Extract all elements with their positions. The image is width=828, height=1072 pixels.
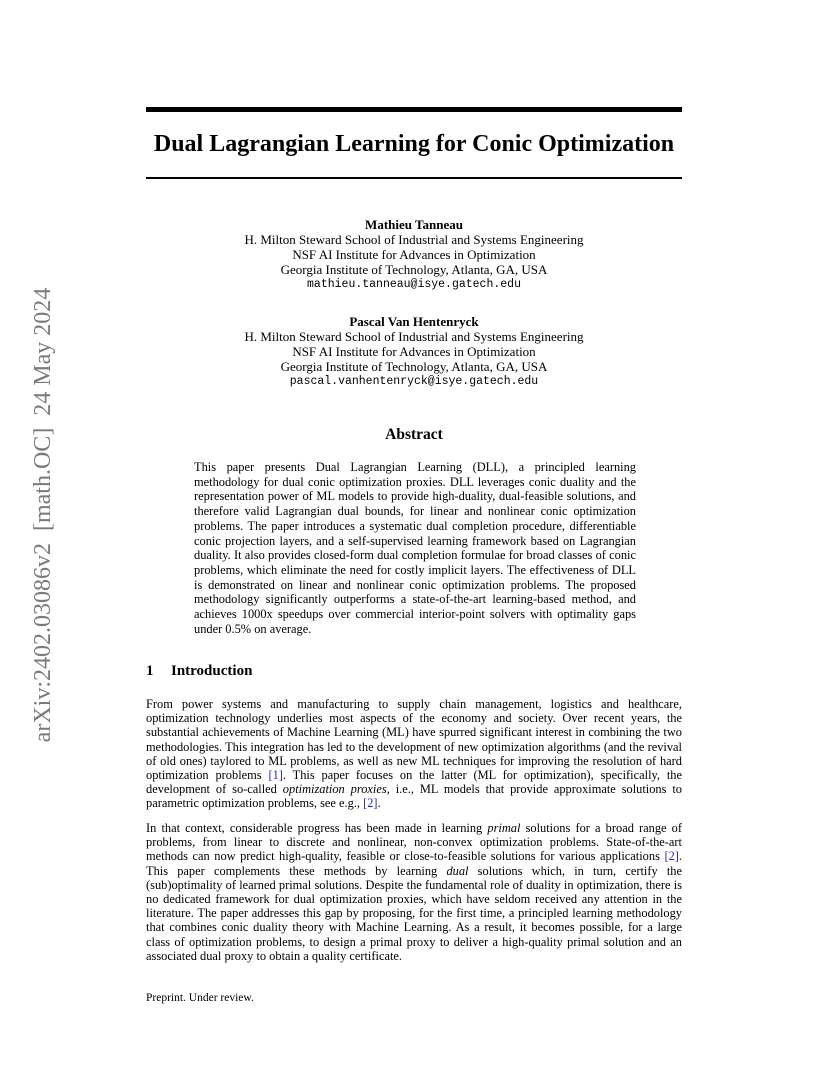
- arxiv-identifier-stamp: [20, 0, 60, 1072]
- paragraph-text: . This paper focuses on the latter (ML for optimization), specifically, the development of so-called: [146, 768, 682, 797]
- paragraph-text: solutions for a broad range of problems, from linear to discrete and nonlinear, non-convex optimization problems. State-of-the-art methods can now predict high-quality, feasible or close-to-feasible solutions for various applications: [146, 821, 682, 864]
- section-number: 1: [146, 663, 154, 679]
- emphasis-text: optimization proxies: [282, 782, 387, 797]
- citation-link[interactable]: [2]: [664, 849, 679, 864]
- intro-paragraph-2: [146, 821, 682, 963]
- author-affiliation: Georgia Institute of Technology, Atlanta, GA, USA: [280, 262, 548, 277]
- citation-link[interactable]: [1]: [268, 768, 283, 783]
- author-block-2: [146, 314, 682, 389]
- author-block-1: [146, 217, 682, 292]
- section-title: Introduction: [171, 663, 253, 679]
- author-affiliation: H. Milton Steward School of Industrial and Systems Engineering: [244, 329, 584, 344]
- title-rule-top: [146, 107, 682, 112]
- emphasis-text: primal: [487, 821, 521, 835]
- author-affiliation: H. Milton Steward School of Industrial and Systems Engineering: [244, 232, 584, 247]
- paragraph-text: .: [377, 796, 381, 811]
- paragraph-text: solutions which, in turn, certify the (sub)optimality of learned primal solutions. Despite the fundamental role of duality in optimization, there is no dedicated framework for dual optimization proxies, which have seldom received any attention in the literature. The paper addresses this gap by proposing, for the first time, a principled learning methodology that combines conic duality theory with Machine Learning. As a result, it becomes possible, for a large class of optimization problems, to design a primal proxy to deliver a high-quality primal solution and an associated dual proxy to obtain a quality certificate.: [146, 863, 682, 963]
- footer-note: Preprint. Under review.: [146, 992, 254, 1004]
- author-email: pascal.vanhentenryck@isye.gatech.edu: [289, 375, 539, 388]
- paper-title: Dual Lagrangian Learning for Conic Optimization: [153, 131, 675, 157]
- author-name: Pascal Van Hentenryck: [349, 314, 479, 329]
- arxiv-id-text: arXiv:2402.03086v2 [math.OC] 24 May 2024: [30, 287, 56, 743]
- author-affiliation: NSF AI Institute for Advances in Optimization: [292, 344, 536, 359]
- citation-link[interactable]: [2]: [363, 796, 378, 811]
- intro-paragraph-1: [146, 697, 682, 811]
- author-email: mathieu.tanneau@isye.gatech.edu: [307, 278, 521, 291]
- paragraph-text: , i.e., ML models that provide approximate solutions to parametric optimization problems, see e.g.,: [146, 782, 682, 811]
- abstract-heading: Abstract: [385, 426, 443, 443]
- paragraph-text: . This paper complements these methods by learning: [146, 849, 682, 878]
- title-rule-bottom: [146, 177, 682, 179]
- paragraph-text: From power systems and manufacturing to supply chain management, logistics and healthcare, optimization technology underlies most aspects of the economy and society. Over recent years, the substantial achievements of Machine Learning (ML) have spurred significant interest in combining the two methodologies. This integration has led to the development of new optimization algorithms (and the revival of old ones) taylored to ML problems, as well as new ML techniques for improving the resolution of hard optimization problems: [146, 697, 682, 783]
- arxiv-stamp-svg: [20, 0, 60, 1072]
- author-affiliation: NSF AI Institute for Advances in Optimization: [292, 247, 536, 262]
- emphasis-text: dual: [446, 863, 469, 878]
- paragraph-text: In that context, considerable progress has been made in learning: [146, 821, 488, 835]
- abstract-text: This paper presents Dual Lagrangian Learning (DLL), a principled learning methodology for dual conic optimization proxies. DLL leverages conic duality and the representation power of ML models to provide high-duality, dual-feasible solutions, and therefore valid Lagrangian dual bounds, for linear and nonlinear conic optimization problems. The paper introduces a systematic dual completion procedure, differentiable conic projection layers, and a self-supervised learning framework based on Lagrangian duality. It also provides closed-form dual completion formulae for broad classes of conic problems, which eliminate the need for costly implicit layers. The effectiveness of DLL is demonstrated on linear and nonlinear conic optimization problems. The proposed methodology significantly outperforms a state-of-the-art learning-based method, and achieves 1000x speedups over commercial interior-point solvers with optimality gaps under 0.5% on average.: [194, 460, 636, 636]
- section-heading: [146, 662, 252, 680]
- author-affiliation: Georgia Institute of Technology, Atlanta, GA, USA: [280, 359, 548, 374]
- author-name: Mathieu Tanneau: [365, 217, 463, 232]
